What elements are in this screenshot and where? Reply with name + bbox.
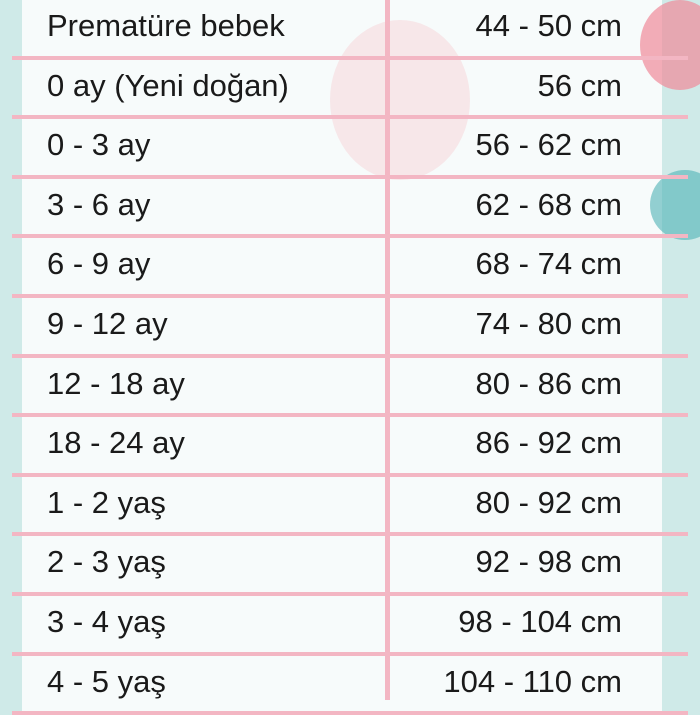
table-row xyxy=(0,417,700,477)
table-row xyxy=(0,119,700,179)
table-row xyxy=(0,60,700,120)
age-cell: 12 - 18 ay xyxy=(47,365,185,401)
age-cell: 2 - 3 yaş xyxy=(47,544,166,580)
age-cell: 1 - 2 yaş xyxy=(47,484,166,520)
height-cell: 80 - 86 cm xyxy=(475,365,622,401)
height-cell: 62 - 68 cm xyxy=(475,186,622,222)
table-row xyxy=(0,536,700,596)
table-row xyxy=(0,656,700,715)
age-cell: 0 - 3 ay xyxy=(47,127,151,163)
column-divider xyxy=(385,0,390,700)
table-row xyxy=(0,477,700,537)
table-row xyxy=(0,358,700,418)
age-cell: 4 - 5 yaş xyxy=(47,663,166,699)
height-cell: 74 - 80 cm xyxy=(475,305,622,341)
row-divider xyxy=(12,711,688,715)
table-row xyxy=(0,298,700,358)
height-cell: 98 - 104 cm xyxy=(458,603,622,639)
table-row xyxy=(0,238,700,298)
height-cell: 92 - 98 cm xyxy=(475,544,622,580)
height-cell: 56 - 62 cm xyxy=(475,127,622,163)
table-row xyxy=(0,179,700,239)
age-cell: 3 - 6 ay xyxy=(47,186,151,222)
height-cell: 86 - 92 cm xyxy=(475,425,622,461)
table-row xyxy=(0,596,700,656)
age-cell: 0 ay (Yeni doğan) xyxy=(47,67,289,103)
height-cell: 104 - 110 cm xyxy=(443,663,622,699)
age-cell: Prematüre bebek xyxy=(47,8,285,43)
age-cell: 9 - 12 ay xyxy=(47,305,168,341)
height-cell: 68 - 74 cm xyxy=(475,246,622,282)
height-cell: 80 - 92 cm xyxy=(475,484,622,520)
height-cell: 56 cm xyxy=(537,67,622,103)
age-cell: 6 - 9 ay xyxy=(47,246,151,282)
age-cell: 18 - 24 ay xyxy=(47,425,185,461)
table-row xyxy=(0,0,700,60)
age-cell: 3 - 4 yaş xyxy=(47,603,166,639)
height-cell: 44 - 50 cm xyxy=(475,8,622,43)
